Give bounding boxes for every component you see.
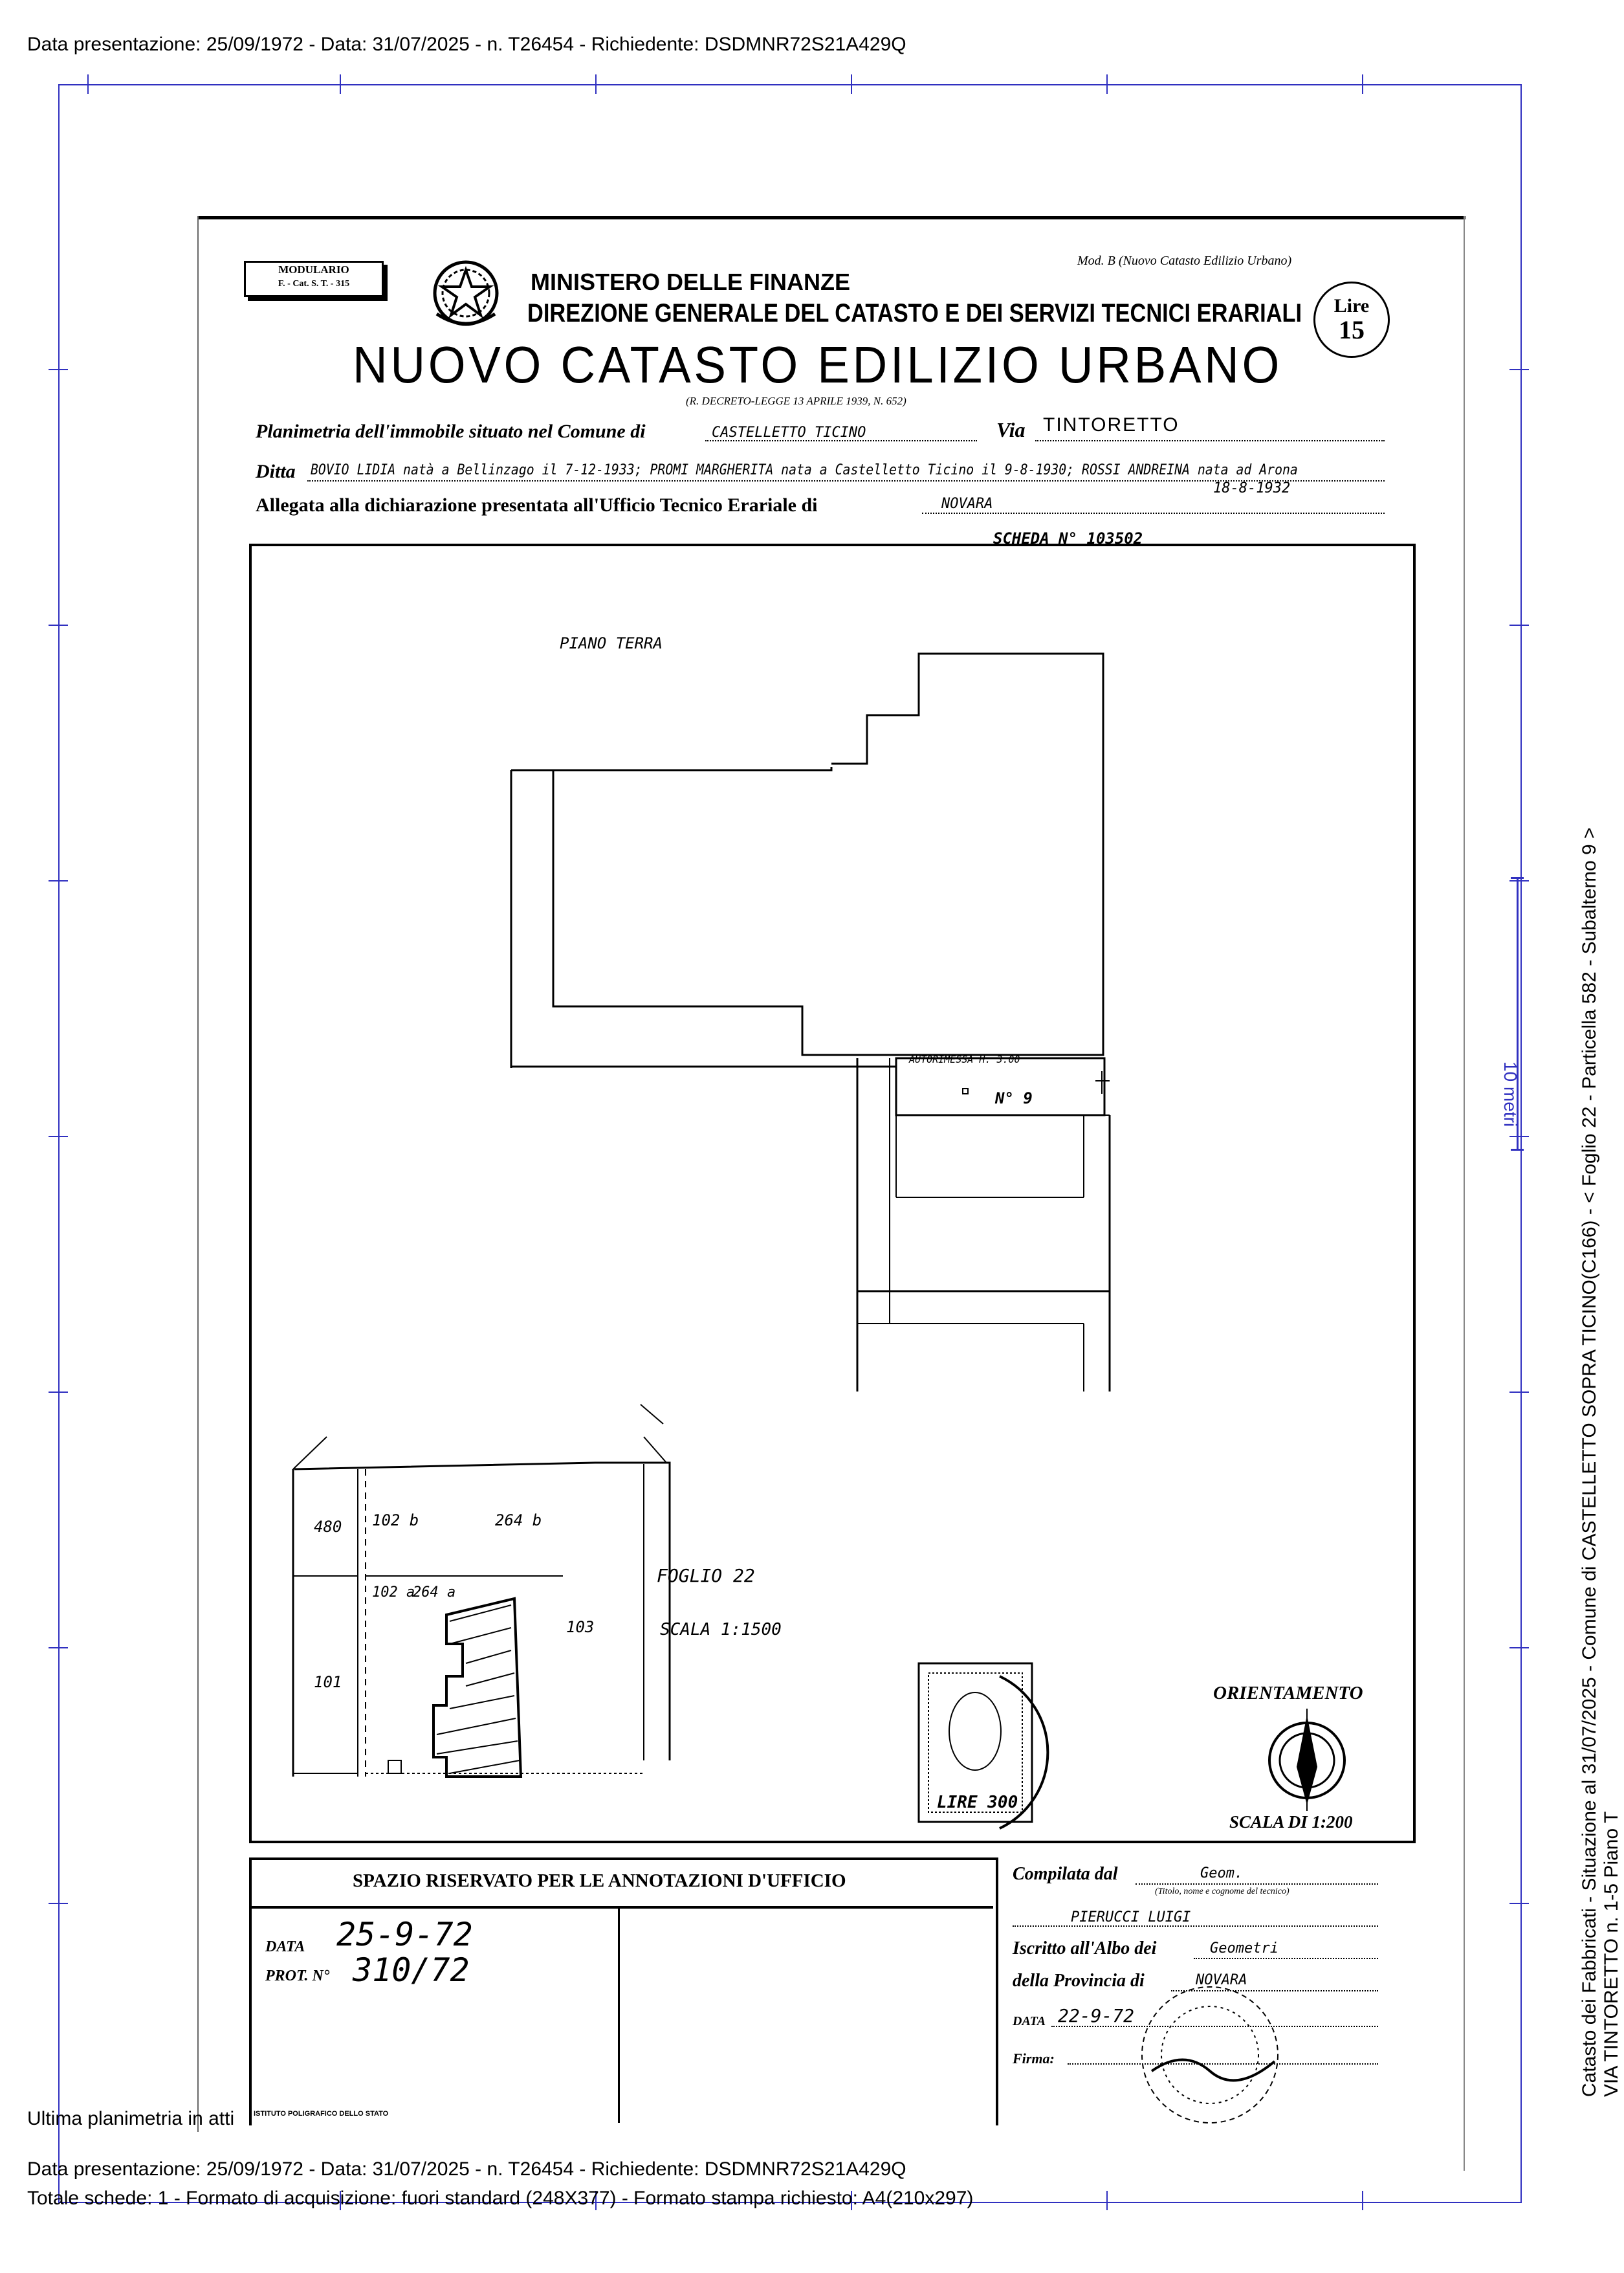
crop-tick bbox=[1509, 1647, 1529, 1648]
allegata-label: Allegata alla dichiarazione presentata all'Ufficio Tecnico Erariale di bbox=[256, 494, 818, 516]
scheda-number: SCHEDA N° 103502 bbox=[993, 529, 1143, 548]
header-line: Data presentazione: 25/09/1972 - Data: 31/07/2025 - n. T26454 - Richiedente: DSDMNR72S21A429Q bbox=[27, 34, 906, 55]
sheet-left-rule bbox=[197, 216, 199, 2132]
crop-tick bbox=[49, 369, 68, 370]
scale-label-plan: SCALA DI 1:200 bbox=[1229, 1812, 1353, 1832]
provincia-label: della Provincia di bbox=[1013, 1971, 1145, 1991]
parcel-103: 103 bbox=[566, 1618, 595, 1636]
crop-tick bbox=[595, 74, 597, 94]
ufficio-rule bbox=[922, 513, 1385, 514]
crop-tick bbox=[340, 74, 341, 94]
data-label: DATA bbox=[265, 1938, 305, 1955]
main-title: NUOVO CATASTO EDILIZIO URBANO bbox=[353, 336, 1283, 394]
crop-tick bbox=[1509, 1136, 1529, 1137]
data2-label: DATA bbox=[1013, 2014, 1046, 2028]
iscritto-value: Geometri bbox=[1210, 1940, 1278, 1957]
via-value: TINTORETTO bbox=[1043, 414, 1180, 436]
crop-tick bbox=[49, 1392, 68, 1393]
tecnico-name: PIERUCCI LUIGI bbox=[1071, 1909, 1191, 1925]
annotazioni-box bbox=[249, 1857, 998, 2125]
crop-tick bbox=[1106, 2191, 1108, 2210]
crop-tick bbox=[1509, 1903, 1529, 1904]
via-rule bbox=[1035, 440, 1385, 441]
crop-tick bbox=[1509, 369, 1529, 370]
crop-tick bbox=[49, 1647, 68, 1648]
modulario-line2: F. - Cat. S. T. - 315 bbox=[278, 279, 350, 289]
comune-value: CASTELLETTO TICINO bbox=[712, 425, 866, 441]
iscritto-rule bbox=[1194, 1958, 1378, 1959]
scale-label: 10 metri bbox=[1500, 1061, 1520, 1127]
lire-value: 15 bbox=[1339, 315, 1365, 344]
sheet-top-rule bbox=[197, 216, 1465, 219]
ditta-value: BOVIO LIDIA natà a Bellinzago il 7-12-1933; PROMI MARGHERITA nata a Castelletto Ticino il 9-8-1930; ROSSI ANDREINA nata ad Arona bbox=[311, 462, 1298, 478]
annotazioni-title: SPAZIO RISERVATO PER LE ANNOTAZIONI D'UFFICIO bbox=[353, 1870, 846, 1891]
lire-stamp bbox=[1313, 282, 1390, 358]
compilata-rule bbox=[1136, 1883, 1378, 1885]
scale-bar-cap bbox=[1511, 1149, 1524, 1151]
sidebar-line1: Catasto dei Fabbricati - Situazione al 31/07/2025 - Comune di CASTELLETTO SOPRA TICINO(C166) - < Foglio 22 - Particella 582 - Subalterno 9 > bbox=[1579, 827, 1600, 2097]
unit-number: N° 9 bbox=[995, 1089, 1033, 1107]
footer-line2: Totale schede: 1 - Formato di acquisizione: fuori standard (248X377) - Formato stampa richiesto: A4(210x297) bbox=[27, 2188, 974, 2209]
parcel-480: 480 bbox=[314, 1518, 342, 1536]
italian-emblem-icon bbox=[424, 256, 508, 333]
parcel-264a: 264 a bbox=[413, 1584, 456, 1601]
ufficio-value: NOVARA bbox=[941, 496, 993, 512]
data2-value: 22-9-72 bbox=[1058, 2005, 1135, 2026]
parcel-264b: 264 b bbox=[495, 1511, 542, 1529]
iscritto-label: Iscritto all'Albo dei bbox=[1013, 1938, 1157, 1958]
sheet-right-rule bbox=[1464, 216, 1465, 2171]
crop-tick bbox=[851, 74, 852, 94]
crop-tick bbox=[87, 74, 89, 94]
planimetria-label: Planimetria dell'immobile situato nel Comune di bbox=[256, 421, 646, 442]
crop-tick bbox=[1509, 1392, 1529, 1393]
prot-label: PROT. N° bbox=[265, 1968, 330, 1984]
foglio-label: FOGLIO 22 bbox=[657, 1565, 755, 1586]
mod-b-label: Mod. B (Nuovo Catasto Edilizio Urbano) bbox=[1077, 254, 1292, 268]
crop-tick bbox=[1362, 74, 1363, 94]
firma-label: Firma: bbox=[1013, 2050, 1055, 2067]
orientamento-label: ORIENTAMENTO bbox=[1213, 1683, 1363, 1703]
modulario-line1: MODULARIO bbox=[278, 263, 349, 276]
crop-tick bbox=[1106, 74, 1108, 94]
parcel-102b: 102 b bbox=[372, 1511, 419, 1529]
footer-line1: Data presentazione: 25/09/1972 - Data: 31/07/2025 - n. T26454 - Richiedente: DSDMNR72S21A429Q bbox=[27, 2158, 906, 2180]
compilata-note: (Titolo, nome e cognome del tecnico) bbox=[1155, 1887, 1289, 1896]
map-scale-label: SCALA 1:1500 bbox=[660, 1620, 782, 1639]
modulario-box bbox=[244, 261, 384, 297]
scale-bar-cap bbox=[1511, 877, 1524, 879]
annotazioni-split bbox=[618, 1906, 620, 2123]
crop-tick bbox=[49, 1903, 68, 1904]
ministry-line1: MINISTERO DELLE FINANZE bbox=[531, 269, 850, 295]
via-label: Via bbox=[996, 418, 1026, 441]
ultima-planimetria: Ultima planimetria in atti bbox=[27, 2108, 235, 2129]
crop-tick bbox=[49, 1136, 68, 1137]
ditta-label: Ditta bbox=[256, 461, 296, 482]
compilata-value: Geom. bbox=[1200, 1865, 1244, 1881]
data-value: 25-9-72 bbox=[336, 1916, 473, 1953]
compilata-label: Compilata dal bbox=[1013, 1864, 1118, 1884]
garage-label: AUTORIMESSA H. 3.00 bbox=[909, 1054, 1020, 1065]
parcel-102a: 102 a bbox=[372, 1584, 415, 1601]
crop-tick bbox=[1509, 880, 1529, 881]
floor-label: PIANO TERRA bbox=[560, 634, 663, 652]
sidebar-info bbox=[1579, 188, 1624, 2097]
stamp-text: LIRE 300 bbox=[937, 1793, 1018, 1812]
signature-stamp bbox=[1113, 1980, 1307, 2129]
crop-tick bbox=[49, 880, 68, 881]
istituto-label: ISTITUTO POLIGRAFICO DELLO STATO bbox=[254, 2110, 389, 2118]
decree-note: (R. DECRETO-LEGGE 13 APRILE 1939, N. 652) bbox=[686, 395, 906, 407]
crop-tick bbox=[1362, 2191, 1363, 2210]
provincia-value: NOVARA bbox=[1196, 1972, 1247, 1988]
crop-tick bbox=[1509, 625, 1529, 626]
parcel-101: 101 bbox=[314, 1673, 342, 1691]
ditta-date: 18-8-1932 bbox=[1213, 480, 1291, 496]
tecnico-rule bbox=[1013, 1925, 1378, 1927]
prot-value: 310/72 bbox=[353, 1951, 470, 1989]
crop-tick bbox=[49, 625, 68, 626]
ministry-line2: DIREZIONE GENERALE DEL CATASTO E DEI SERVIZI TECNICI ERARIALI bbox=[527, 299, 1302, 327]
annotazioni-divider bbox=[249, 1906, 993, 1909]
lire-label: Lire bbox=[1333, 295, 1370, 316]
floor-plan bbox=[249, 544, 1414, 1845]
sidebar-line2: VIA TINTORETTO n. 1-5 Piano T bbox=[1601, 1811, 1622, 2097]
